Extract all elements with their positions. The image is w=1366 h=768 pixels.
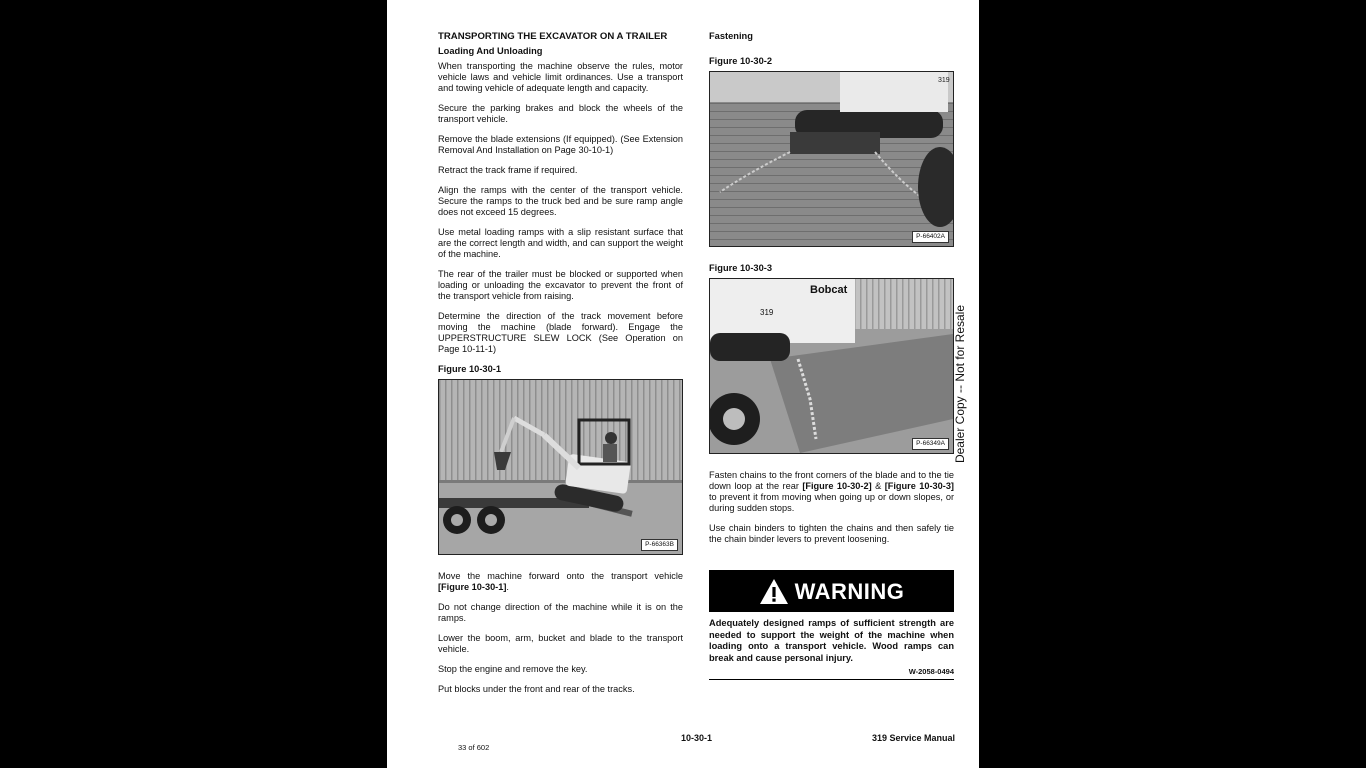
- figure-1-reference: [Figure 10-30-1]: [438, 582, 507, 592]
- left-column: [438, 31, 683, 704]
- figure-2-id: P-66402A: [912, 231, 949, 243]
- figure-3-photo: [709, 278, 954, 454]
- chain-instruction: [709, 470, 954, 514]
- paragraph: Retract the track frame if required.: [438, 165, 578, 175]
- excavator-on-trailer-illustration: [439, 380, 682, 554]
- chain-text-1: Fasten chains to the front corners of the blade and to the tie down loop at the rear: [709, 470, 954, 491]
- page-number: 10-30-1: [681, 733, 713, 743]
- figure-3-brand-label: Bobcat: [810, 284, 848, 296]
- warning-triangle-icon: [759, 578, 789, 605]
- trailer-tie-down-illustration: [710, 279, 953, 453]
- warning-title: WARNING: [794, 578, 905, 604]
- move-instruction: [438, 571, 683, 593]
- warning-banner: [709, 570, 954, 612]
- figure-1-photo: [438, 379, 683, 555]
- paragraph: Align the ramps with the center of the transport vehicle. Secure the ramps to the truck bed and be sure ramp angle does not exceed 15 degrees.: [438, 185, 683, 217]
- move-period: .: [506, 582, 509, 592]
- warning-text: Adequately designed ramps of sufficient strength are needed to support the weight of the machine when loading onto a transport vehicle. Wood ramps can break and cause personal injury.: [709, 618, 954, 663]
- chain-ampersand: &: [875, 481, 882, 491]
- figure-2-reference: [Figure 10-30-2]: [802, 481, 872, 491]
- paragraph: Remove the blade extensions (If equipped). (See Extension Removal And Installation on Page 30-10-1): [438, 134, 683, 155]
- warning-code: W-2058-0494: [709, 666, 954, 680]
- figure-2-title: Figure 10-30-2: [709, 56, 773, 66]
- paragraph: Stop the engine and remove the key.: [438, 664, 588, 674]
- dealer-copy-watermark: Dealer Copy -- Not for Resale: [953, 304, 967, 464]
- section-heading: TRANSPORTING THE EXCAVATOR ON A TRAILER: [438, 31, 668, 42]
- page-counter: 33 of 602: [458, 743, 490, 752]
- figure-3-id: P-66349A: [912, 438, 949, 450]
- figure-2-model-label: 319: [938, 77, 950, 84]
- chained-blade-illustration: [710, 72, 953, 246]
- figure-1-title: Figure 10-30-1: [438, 364, 502, 374]
- warning-block: [709, 570, 954, 680]
- fastening-heading: Fastening: [709, 31, 753, 41]
- right-column: [709, 31, 954, 680]
- figure-2-photo: [709, 71, 954, 247]
- paragraph: Secure the parking brakes and block the wheels of the transport vehicle.: [438, 103, 683, 124]
- paragraph: Put blocks under the front and rear of the tracks.: [438, 684, 635, 694]
- paragraph: Determine the direction of the track movement before moving the machine (blade forward). Engage the UPPERSTRUCTURE SLEW LOCK (See Operation on Page 10-11-1): [438, 311, 683, 354]
- manual-title: 319 Service Manual: [872, 733, 956, 743]
- figure-1-id: P-66363B: [641, 539, 678, 551]
- paragraph: Lower the boom, arm, bucket and blade to the transport vehicle.: [438, 633, 683, 654]
- chain-text-2: to prevent it from moving when going up or down slopes, or during sudden stops.: [709, 492, 954, 513]
- binder-instruction: Use chain binders to tighten the chains and then safely tie the chain binder levers to prevent loosening.: [709, 523, 954, 544]
- paragraph: The rear of the trailer must be blocked or supported when loading or unloading the excavator to prevent the front of the transport vehicle from raising.: [438, 269, 683, 301]
- section-subheading: Loading And Unloading: [438, 46, 543, 56]
- paragraph: Use metal loading ramps with a slip resistant surface that are the correct length and width, and can support the weight of the machine.: [438, 227, 683, 259]
- document-page: [387, 0, 979, 768]
- figure-3-title: Figure 10-30-3: [709, 263, 773, 273]
- paragraph: Do not change direction of the machine while it is on the ramps.: [438, 602, 683, 623]
- move-text: Move the machine forward onto the transport vehicle: [438, 571, 683, 581]
- paragraph: When transporting the machine observe the rules, motor vehicle laws and vehicle limit ordinances. Use a transport and towing vehicle of adequate length and capacity.: [438, 61, 683, 93]
- figure-3-model-label: 319: [760, 308, 774, 317]
- figure-3-reference: [Figure 10-30-3]: [884, 481, 954, 491]
